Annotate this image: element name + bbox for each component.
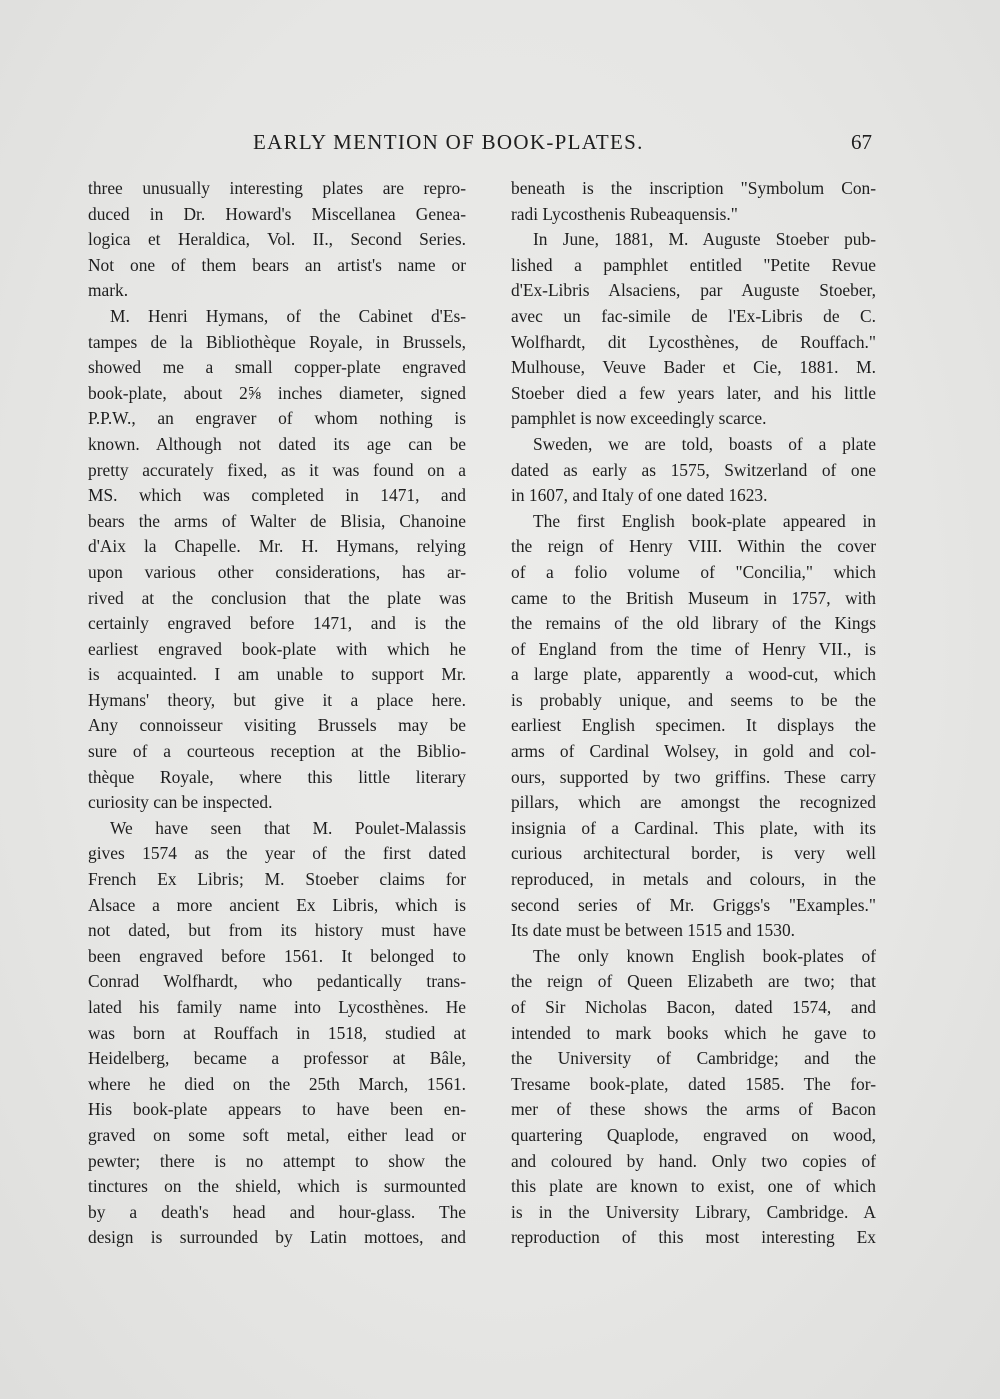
text-line: came to the British Museum in 1757, with	[511, 587, 876, 608]
text-line: d'Aix la Chapelle. Mr. H. Hymans, relying	[88, 536, 466, 557]
right-text-column	[511, 176, 876, 1251]
text-line: design is surrounded by Latin mottoes, and	[88, 1227, 466, 1248]
left-text-column	[88, 176, 466, 1251]
text-line: The first English book-plate appeared in	[533, 510, 876, 531]
text-line: the University of Cambridge; and the	[511, 1048, 876, 1069]
text-line: where he died on the 25th March, 1561.	[88, 1073, 466, 1094]
text-line: Not one of them bears an artist's name or	[88, 254, 466, 275]
text-line: beneath is the inscription "Symbolum Con-	[511, 178, 876, 198]
text-line: been engraved before 1561. It belonged to	[88, 945, 466, 966]
text-line: showed me a small copper-plate engraved	[88, 357, 466, 378]
text-line: lished a pamphlet entitled "Petite Revue	[511, 254, 876, 275]
text-line: thèque Royale, where this little literary	[88, 766, 466, 787]
text-line: duced in Dr. Howard's Miscellanea Genea-	[88, 203, 466, 224]
text-line: lated his family name into Lycosthènes. He	[88, 997, 466, 1017]
text-line: French Ex Libris; M. Stoeber claims for	[88, 869, 466, 890]
text-line: tampes de la Bibliothèque Royale, in Brussels,	[88, 331, 466, 352]
text-line: of England from the time of Henry VII., is	[511, 638, 876, 659]
text-line: P.P.W., an engraver of whom nothing is	[88, 408, 466, 429]
text-line: the reign of Henry VIII. Within the cover	[511, 536, 876, 557]
text-line: curious architectural border, is very well	[511, 843, 876, 864]
text-line: graved on some soft metal, either lead or	[88, 1124, 466, 1145]
text-line: pretty accurately fixed, as it was found on a	[88, 459, 466, 480]
text-line: quartering Quaplode, engraved on wood,	[511, 1124, 876, 1145]
text-line: Wolfhardt, dit Lycosthènes, de Rouffach."	[511, 331, 876, 352]
text-line: upon various other considerations, has ar-	[88, 561, 466, 582]
text-line: His book-plate appears to have been en-	[88, 1099, 466, 1120]
text-line: was born at Rouffach in 1518, studied at	[88, 1022, 466, 1043]
text-line: Stoeber died a few years later, and his little	[511, 382, 876, 403]
text-line: pewter; there is no attempt to show the	[88, 1150, 466, 1171]
text-line: this plate are known to exist, one of which	[511, 1176, 876, 1197]
running-header-title: EARLY MENTION OF BOOK-PLATES.	[253, 130, 644, 154]
text-line: Hymans' theory, but give it a place here.	[88, 689, 466, 710]
text-line: mer of these shows the arms of Bacon	[511, 1099, 876, 1120]
text-line: pamphlet is now exceedingly scarce.	[511, 408, 767, 429]
text-line: dated as early as 1575, Switzerland of one	[511, 459, 876, 480]
text-line: pillars, which are amongst the recognized	[511, 792, 876, 813]
text-line: second series of Mr. Griggs's "Examples."	[511, 894, 876, 915]
text-line: Tresame book-plate, dated 1585. The for-	[511, 1073, 876, 1094]
text-line: bears the arms of Walter de Blisia, Chanoine	[88, 510, 466, 531]
text-line: MS. which was completed in 1471, and	[88, 485, 466, 506]
text-line: certainly engraved before 1471, and is the	[88, 613, 466, 634]
text-line: Conrad Wolfhardt, who pedantically trans-	[88, 971, 466, 992]
text-line: radi Lycosthenis Rubeaquensis."	[511, 203, 738, 224]
text-line: insignia of a Cardinal. This plate, with its	[511, 817, 876, 838]
text-line: In June, 1881, M. Auguste Stoeber pub-	[533, 229, 876, 250]
text-line: avec un fac-simile de l'Ex-Libris de C.	[511, 305, 876, 326]
text-line: ours, supported by two griffins. These carry	[511, 766, 876, 787]
text-line: reproduced, in metals and colours, in the	[511, 869, 876, 890]
text-line: tinctures on the shield, which is surmounted	[88, 1176, 466, 1197]
text-line: not dated, but from its history must have	[88, 920, 466, 941]
text-line: is acquainted. I am unable to support Mr.	[88, 664, 466, 685]
text-line: arms of Cardinal Wolsey, in gold and col-	[511, 741, 876, 762]
text-line: logica et Heraldica, Vol. II., Second Series.	[88, 229, 466, 250]
text-line: of a folio volume of "Concilia," which	[511, 561, 876, 582]
text-line: d'Ex-Libris Alsaciens, par Auguste Stoeber,	[511, 280, 876, 301]
text-line: intended to mark books which he gave to	[511, 1022, 876, 1043]
text-line: Alsace a more ancient Ex Libris, which is	[88, 894, 466, 915]
text-line: Heidelberg, became a professor at Bâle,	[88, 1048, 466, 1069]
text-line: and coloured by hand. Only two copies of	[511, 1150, 876, 1171]
text-line: reproduction of this most interesting Ex	[511, 1227, 876, 1248]
text-line: in 1607, and Italy of one dated 1623.	[511, 485, 768, 506]
text-line: Sweden, we are told, boasts of a plate	[533, 433, 876, 454]
text-line: earliest English specimen. It displays the	[511, 715, 876, 736]
text-line: M. Henri Hymans, of the Cabinet d'Es-	[110, 305, 466, 326]
text-line: mark.	[88, 280, 129, 301]
text-line: is in the University Library, Cambridge. A	[511, 1201, 876, 1222]
text-line: by a death's head and hour-glass. The	[88, 1201, 466, 1222]
text-line: sure of a courteous reception at the Biblio-	[88, 741, 466, 762]
text-line: known. Although not dated its age can be	[88, 433, 466, 454]
text-line: rived at the conclusion that the plate was	[88, 587, 466, 608]
text-line: of Sir Nicholas Bacon, dated 1574, and	[511, 997, 876, 1017]
text-line: curiosity can be inspected.	[88, 792, 273, 813]
text-line: the remains of the old library of the Kings	[511, 613, 876, 634]
text-line: book-plate, about 2⅝ inches diameter, signed	[88, 382, 466, 403]
text-line: Its date must be between 1515 and 1530.	[511, 920, 795, 941]
text-line: three unusually interesting plates are repro-	[88, 178, 466, 198]
page-number: 67	[851, 130, 872, 154]
text-line: is probably unique, and seems to be the	[511, 689, 876, 710]
text-line: earliest engraved book-plate with which he	[88, 638, 466, 659]
text-line: Mulhouse, Veuve Bader et Cie, 1881. M.	[511, 357, 876, 378]
text-line: Any connoisseur visiting Brussels may be	[88, 715, 466, 736]
text-line: We have seen that M. Poulet-Malassis	[110, 817, 466, 838]
text-line: the reign of Queen Elizabeth are two; that	[511, 971, 876, 992]
text-line: a large plate, apparently a wood-cut, which	[511, 664, 876, 685]
text-line: The only known English book-plates of	[533, 945, 876, 966]
text-line: gives 1574 as the year of the first dated	[88, 843, 466, 864]
